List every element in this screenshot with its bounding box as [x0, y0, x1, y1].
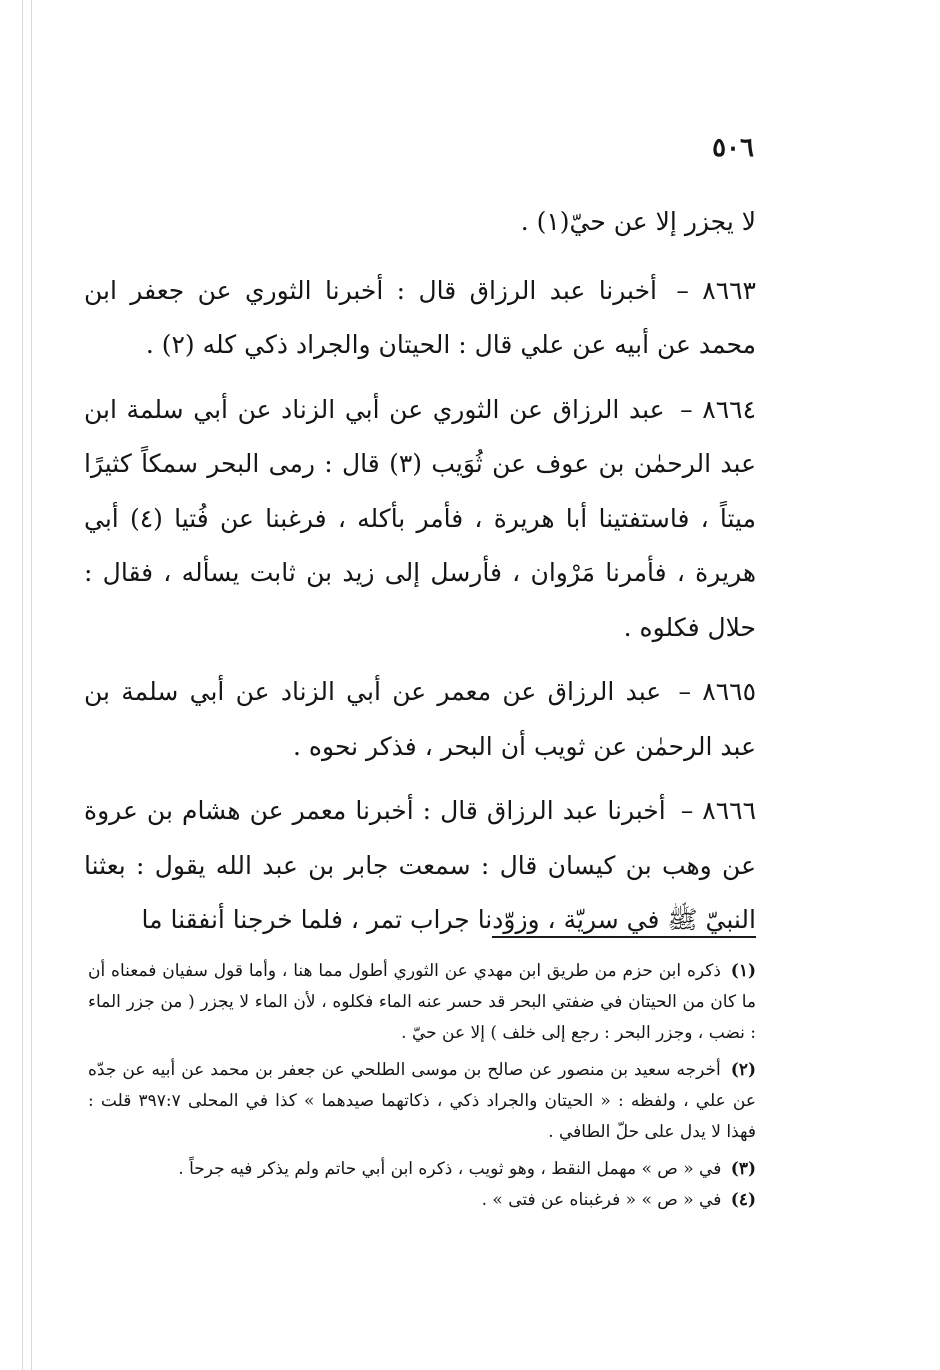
paragraph-text: عبد الرزاق عن الثوري عن أبي الزناد عن أبي سلمة ابن عبد الرحمٰن بن عوف عن ثُوَيب (٣) قال : رمى البحر سمكاً كثيرًا ميتاً ، فاستفتينا أبا هريرة ، فأمر بأكله ، فرغبنا عن فُتيا (٤) أبي هريرة ، فأمرنا مَرْوان ، فأرسل إلى زيد بن ثابت يسأله ، فقال : حلال فكلوه . — [84, 394, 756, 642]
page-number: ٥٠٦ — [712, 133, 754, 163]
hadith-number: ٨٦٦٦ – — [680, 796, 756, 825]
hadith-number: ٨٦٦٥ – — [678, 677, 757, 706]
margin-line-left-inner — [31, 0, 32, 1370]
hadith-number: ٨٦٦٤ – — [680, 394, 757, 424]
hadith-8665 — [84, 665, 756, 774]
footnote-text: أخرجه سعيد بن منصور عن صالح بن موسى الطلحي عن جعفر بن محمد عن أبيه عن جدّه عن علي ، ولفظه : « الحيتان والجراد ذكي ، ذكاتهما صيدهما » كذا في المحلى ٣٩٧:٧ قلت : فهذا لا يدل على حلّ الطافي . — [88, 1060, 756, 1142]
footnote-1 — [88, 956, 756, 1049]
paragraph-text: أخبرنا عبد الرزاق قال : أخبرنا معمر عن هشام بن عروة عن وهب بن كيسان قال : سمعت جابر بن عبد الله يقول : بعثنا النبيّ ﷺ في سريّة ، وزوّدنا جراب تمر ، فلما خرجنا أنفقنا ما — [84, 796, 756, 934]
footnote-text: ذكره ابن حزم من طريق ابن مهدي عن الثوري أطول مما هنا ، وأما قول سفيان فمعناه أن ما كان من الحيتان في ضفتي البحر قد حسر عنه الماء فكلوه ، لأن الماء لا يجزر ( من جزر الماء : نضب ، وجزر البحر : رجع إلى خلف ) إلا عن حيّ . — [88, 961, 756, 1043]
hadith-8663 — [84, 264, 756, 373]
hadith-number: ٨٦٦٣ – — [676, 275, 756, 305]
footnote-text: في « ص » مهمل النقط ، وهو ثويب ، ذكره ابن أبي حاتم ولم يذكر فيه جرحاً . — [178, 1159, 722, 1179]
footnote-number: (٤) — [730, 1190, 756, 1210]
paragraph-continuation — [84, 195, 756, 250]
footnote-separator — [492, 936, 756, 938]
paragraph-text: لا يجزر إلا عن حيّ(١) . — [520, 207, 756, 236]
footnote-number: (١) — [730, 961, 757, 981]
footnote-number: (٣) — [730, 1159, 756, 1179]
footnotes — [88, 956, 756, 1216]
paragraph-text: أخبرنا عبد الرزاق قال : أخبرنا الثوري عن جعفر ابن محمد عن أبيه عن علي قال : الحيتان والجراد ذكي كله (٢) . — [84, 275, 756, 359]
footnote-number: (٢) — [730, 1060, 756, 1080]
paragraph-text: عبد الرزاق عن معمر عن أبي الزناد عن أبي سلمة بن عبد الرحمٰن عن ثويب أن البحر ، فذكر نحوه . — [84, 677, 756, 761]
footnote-4 — [88, 1185, 756, 1216]
hadith-8664 — [84, 383, 756, 656]
footnote-3 — [88, 1154, 756, 1185]
main-text — [84, 195, 756, 958]
footnote-text: في « ص » « فرغبناه عن فتى » . — [481, 1190, 722, 1210]
footnote-2 — [88, 1055, 756, 1148]
hadith-8666 — [84, 784, 756, 948]
margin-line-left — [22, 0, 23, 1370]
